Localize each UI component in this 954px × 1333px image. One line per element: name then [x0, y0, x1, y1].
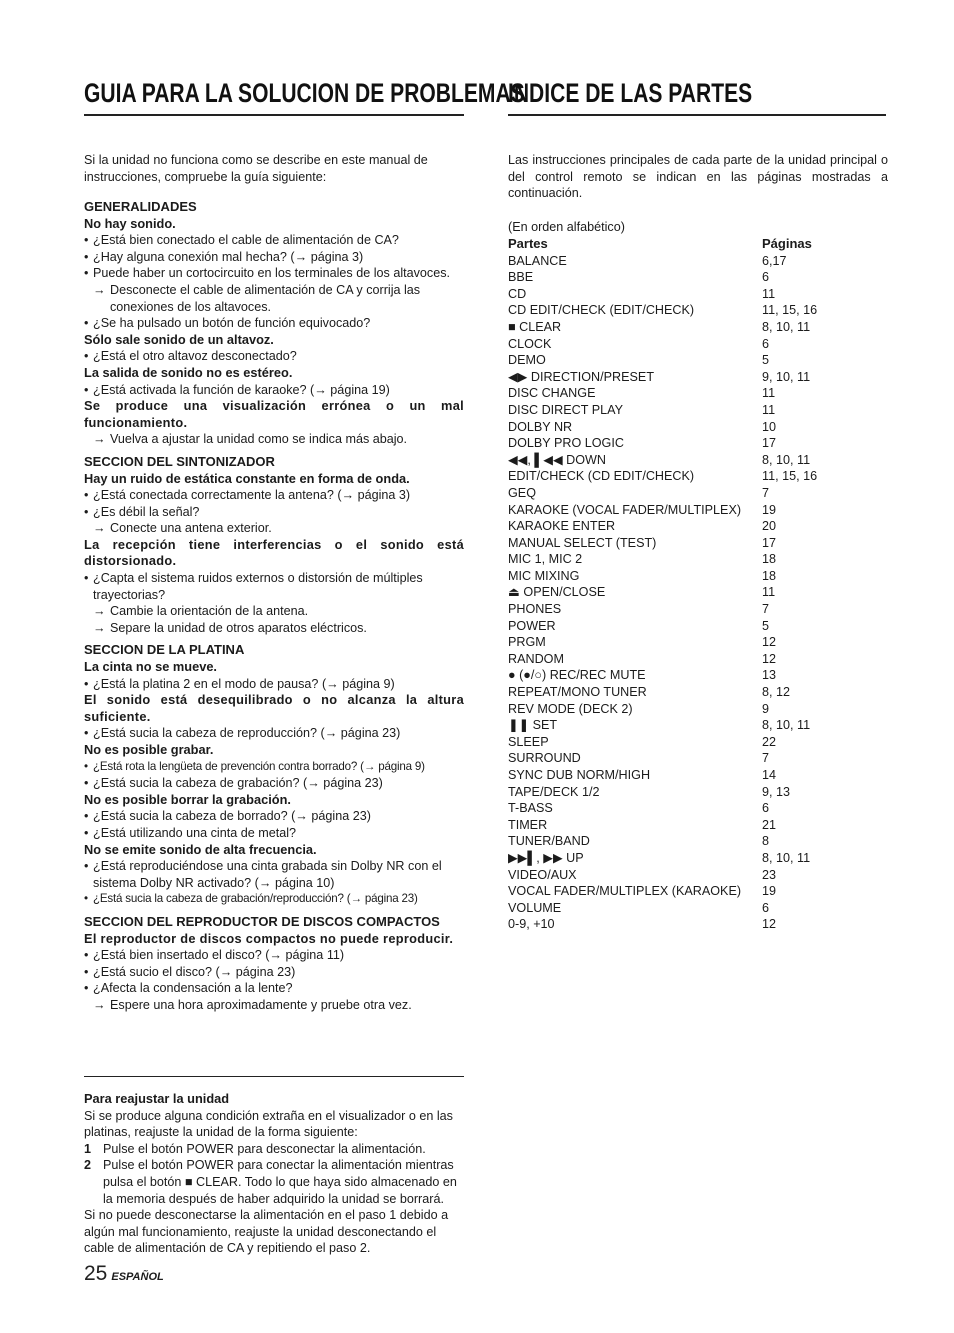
check-item-text: ¿Está sucio el disco? (→ página 23) [93, 964, 296, 979]
part-name: SURROUND [508, 751, 581, 766]
remedy-item-text: Conecte una antena exterior. [110, 521, 272, 536]
part-name: ■ CLEAR [508, 319, 562, 334]
check-item-text: ¿Está la platina 2 en el modo de pausa? (→ página 9) [93, 676, 395, 691]
part-pages: 6 [762, 900, 770, 915]
trouble-section [84, 914, 464, 1014]
parts-table-header [508, 236, 888, 253]
part-name: TIMER [508, 817, 548, 832]
remedy-item [84, 997, 464, 1014]
check-item [84, 808, 464, 825]
part-pages: 20 [762, 519, 777, 534]
part-pages: 8, 10, 11 [762, 850, 811, 865]
section-title: SECCION DE LA PLATINA [84, 642, 245, 658]
check-item [84, 825, 464, 842]
part-name: ▶▶▌, ▶▶ UP [508, 850, 584, 865]
part-pages: 11, 15, 16 [762, 303, 818, 318]
step-text: Pulse el botón POWER para desconectar la alimentación. [103, 1141, 426, 1156]
check-item [84, 232, 464, 249]
part-name: DOLBY PRO LOGIC [508, 436, 624, 451]
part-pages: 7 [762, 751, 770, 766]
bullet-icon: • [84, 349, 89, 364]
part-name: GEQ [508, 485, 536, 500]
parts-row [508, 369, 888, 386]
trouble-section [84, 454, 464, 637]
part-name: KARAOKE (VOCAL FADER/MULTIPLEX) [508, 502, 742, 517]
bullet-icon: • [84, 488, 89, 503]
section-title: GENERALIDADES [84, 199, 197, 214]
parts-row [508, 253, 888, 270]
part-pages: 8, 10, 11 [762, 319, 811, 334]
arrow-icon: → [93, 620, 106, 635]
trouble-section [84, 642, 464, 908]
bullet-icon: • [84, 266, 89, 281]
bullet-icon: • [84, 759, 88, 773]
step-number: 1 [84, 1141, 92, 1156]
part-name: PRGM [508, 635, 546, 650]
check-item [84, 249, 464, 266]
check-item-text: ¿Afecta la condensación a la lente? [93, 981, 293, 996]
parts-row [508, 800, 888, 817]
troubleshooting-intro: Si la unidad no funciona como se describe en este manual de instrucciones, compruebe la guía siguiente: [84, 153, 428, 184]
part-pages: 22 [762, 734, 777, 749]
reset-instructions [84, 1091, 464, 1257]
remedy-item-text: Desconecte el cable de alimentación de CA y corrija las conexiones de los altavoces. [110, 282, 421, 314]
part-pages: 12 [762, 917, 777, 932]
parts-row [508, 618, 888, 635]
step-number: 2 [84, 1158, 92, 1173]
step-text: Pulse el botón POWER para conectar la alimentación mientras pulsa el botón ■ CLEAR. Todo lo que haya sido almacenado en la memoria después de haber adquirido la unidad se borrará. [103, 1158, 457, 1206]
reset-steps [84, 1141, 464, 1207]
check-item [84, 570, 464, 603]
part-name: ● (●/○) REC/REC MUTE [508, 668, 646, 683]
check-item-text: ¿Está sucia la cabeza de grabación? (→ página 23) [93, 776, 383, 791]
part-pages: 11 [762, 386, 776, 401]
check-item [84, 775, 464, 792]
part-pages: 9 [762, 701, 770, 716]
parts-row [508, 717, 888, 734]
part-name: REPEAT/MONO TUNER [508, 685, 647, 700]
part-pages: 6 [762, 270, 770, 285]
arrow-icon: → [93, 604, 106, 619]
bullet-icon: • [84, 776, 89, 791]
part-name: DISC CHANGE [508, 386, 596, 401]
section-title: SECCION DEL SINTONIZADOR [84, 453, 275, 469]
parts-index-intro: Las instrucciones principales de cada parte de la unidad principal o del control remoto se indican en las páginas mostradas a continuación. [508, 153, 888, 201]
part-name: TAPE/DECK 1/2 [508, 784, 600, 799]
remedy-item [84, 282, 464, 315]
parts-row [508, 286, 888, 303]
part-name: SYNC DUB NORM/HIGH [508, 768, 651, 782]
parts-row [508, 269, 888, 286]
part-pages: 11 [762, 286, 776, 301]
parts-row [508, 502, 888, 519]
parts-rows [508, 253, 888, 933]
troubleshooting-heading: GUIA PARA LA SOLUCION DE PROBLEMAS [84, 78, 525, 108]
section-title: SECCION DEL REPRODUCTOR DE DISCOS COMPACTOS [84, 913, 440, 929]
remedy-item [84, 603, 464, 620]
parts-row [508, 518, 888, 535]
check-item-text: ¿Está conectada correctamente la antena? (→ página 3) [93, 488, 411, 503]
bullet-icon: • [84, 892, 88, 906]
parts-row [508, 651, 888, 668]
bullet-icon: • [84, 726, 89, 741]
bullet-icon: • [84, 964, 89, 979]
bullet-icon: • [84, 233, 89, 248]
part-pages: 19 [762, 884, 777, 899]
parts-row [508, 402, 888, 419]
part-pages: 18 [762, 552, 777, 567]
remedy-item [84, 520, 464, 537]
part-name: CLOCK [508, 336, 552, 351]
part-name: MANUAL SELECT (TEST) [508, 535, 657, 550]
part-name: POWER [508, 618, 556, 633]
arrow-icon: → [93, 282, 106, 297]
part-pages: 10 [762, 419, 777, 434]
part-pages: 17 [762, 436, 777, 451]
parts-row [508, 419, 888, 436]
parts-row [508, 750, 888, 767]
part-pages: 12 [762, 635, 777, 650]
check-item-text: ¿Está sucia la cabeza de reproducción? (→ página 23) [93, 726, 401, 741]
parts-row [508, 767, 888, 784]
part-name: ◀◀, ▌◀◀ DOWN [508, 452, 607, 467]
part-pages: 12 [762, 651, 777, 666]
bullet-icon: • [84, 676, 89, 691]
arrow-icon: → [93, 432, 106, 447]
reset-outro: Si no puede desconectarse la alimentación en el paso 1 debido a algún mal funcionamiento, reajuste la unidad desconectando el cable de alimentación de CA y repitiendo el paso 2. [84, 1208, 449, 1256]
page-number: 25 [84, 1262, 108, 1285]
check-item [84, 725, 464, 742]
problem-title: Sólo sale sonido de un altavoz. [84, 331, 274, 347]
part-pages: 21 [762, 817, 777, 832]
parts-row [508, 485, 888, 502]
check-item-text: ¿Está sucia la cabeza de grabación/reproducción? (→ página 23) [93, 892, 418, 906]
parts-row [508, 684, 888, 701]
trouble-section [84, 199, 464, 448]
part-pages: 5 [762, 353, 770, 368]
problem-title: El reproductor de discos compactos no puede reproducir. [84, 930, 454, 946]
bullet-icon: • [84, 809, 89, 824]
parts-row [508, 435, 888, 452]
reset-title: Para reajustar la unidad [84, 1091, 230, 1106]
problem-title: La cinta no se mueve. [84, 659, 217, 675]
bullet-icon: • [84, 249, 89, 264]
parts-row [508, 568, 888, 585]
bullet-icon: • [84, 571, 89, 586]
problem-title: La recepción tiene interferencias o el sonido está distorsionado. [84, 536, 464, 569]
pages-column-header: Páginas [762, 236, 812, 251]
problem-title: No es posible borrar la grabación. [84, 791, 291, 807]
parts-row [508, 883, 888, 900]
check-item-text: ¿Está sucia la cabeza de borrado? (→ página 23) [93, 809, 371, 824]
alphabetical-note: (En orden alfabético) [508, 220, 625, 234]
part-pages: 8 [762, 834, 770, 849]
parts-row [508, 701, 888, 718]
remedy-item [84, 431, 464, 448]
part-name: MIC 1, MIC 2 [508, 552, 583, 567]
part-pages: 7 [762, 485, 770, 500]
part-name: DEMO [508, 353, 546, 368]
parts-row [508, 667, 888, 684]
bullet-icon: • [84, 316, 89, 331]
parts-row [508, 336, 888, 353]
part-pages: 9, 13 [762, 784, 791, 799]
parts-index-heading-rule [508, 114, 886, 116]
part-pages: 14 [762, 768, 777, 782]
parts-row [508, 916, 888, 933]
check-item [84, 382, 464, 399]
part-name: DOLBY NR [508, 419, 573, 434]
check-item-text: ¿Hay alguna conexión mal hecha? (→ página 3) [93, 249, 364, 264]
part-name: ◀▶ DIRECTION/PRESET [508, 369, 655, 384]
check-item [84, 964, 464, 981]
part-name: REV MODE (DECK 2) [508, 701, 633, 716]
bullet-icon: • [84, 981, 89, 996]
part-name: 0-9, +10 [508, 917, 555, 932]
part-pages: 11 [762, 402, 776, 417]
parts-row [508, 352, 888, 369]
part-pages: 7 [762, 602, 770, 617]
parts-row [508, 385, 888, 402]
part-name: TUNER/BAND [508, 834, 590, 849]
part-name: EDIT/CHECK (CD EDIT/CHECK) [508, 469, 695, 484]
reset-step [84, 1141, 464, 1158]
part-name: ❚❚ SET [508, 718, 558, 733]
part-pages: 6 [762, 336, 770, 351]
part-name: BBE [508, 270, 534, 285]
check-item [84, 265, 464, 282]
part-name: VIDEO/AUX [508, 867, 577, 882]
part-name: PHONES [508, 602, 562, 617]
remedy-item-text: Separe la unidad de otros aparatos eléctricos. [110, 620, 367, 635]
part-name: VOLUME [508, 900, 562, 915]
problem-title: No se emite sonido de alta frecuencia. [84, 841, 317, 857]
bullet-icon: • [84, 382, 89, 397]
parts-index-heading: INDICE DE LAS PARTES [508, 78, 753, 108]
part-name: KARAOKE ENTER [508, 519, 616, 534]
problem-title: No hay sonido. [84, 215, 176, 231]
parts-row [508, 319, 888, 336]
part-name: T-BASS [508, 801, 553, 816]
part-pages: 11, 15, 16 [762, 469, 818, 484]
bullet-icon: • [84, 504, 89, 519]
problem-title: No es posible grabar. [84, 742, 214, 757]
check-item-text: ¿Está el otro altavoz desconectado? [93, 349, 297, 364]
part-name: VOCAL FADER/MULTIPLEX (KARAOKE) [508, 884, 742, 899]
check-item [84, 947, 464, 964]
check-item-text: ¿Es débil la señal? [93, 504, 200, 519]
parts-row [508, 302, 888, 319]
check-item-text: Puede haber un cortocircuito en los terminales de los altavoces. [93, 266, 451, 281]
part-name: MIC MIXING [508, 568, 580, 583]
parts-row [508, 601, 888, 618]
parts-row [508, 734, 888, 751]
part-pages: 8, 12 [762, 685, 791, 700]
parts-table [508, 236, 888, 933]
problem-title: Hay un ruido de estática constante en forma de onda. [84, 470, 410, 486]
part-pages: 8, 10, 11 [762, 452, 811, 467]
part-name: RANDOM [508, 651, 564, 666]
part-pages: 9, 10, 11 [762, 369, 811, 384]
part-pages: 5 [762, 618, 770, 633]
language-label: ESPAÑOL [111, 1271, 164, 1283]
part-name: ⏏ OPEN/CLOSE [508, 585, 606, 600]
reset-intro: Si se produce alguna condición extraña en el visualizador o en las platinas, reajuste la unidad de la forma siguiente: [84, 1108, 453, 1140]
check-item-text: ¿Capta el sistema ruidos externos o distorsión de múltiples trayectorias? [93, 571, 423, 602]
remedy-item-text: Espere una hora aproximadamente y pruebe otra vez. [110, 997, 412, 1012]
check-item [84, 487, 464, 504]
troubleshooting-heading-rule [84, 114, 464, 116]
problem-title: Se produce una visualización errónea o un mal funcionamiento. [84, 398, 464, 430]
check-item [84, 676, 464, 693]
check-item [84, 348, 464, 365]
check-item [84, 858, 464, 891]
part-name: DISC DIRECT PLAY [508, 402, 624, 417]
part-pages: 11 [762, 585, 776, 600]
page-footer [84, 1262, 164, 1286]
check-item-text: ¿Está rota la lengüeta de prevención contra borrado? (→ página 9) [93, 759, 425, 773]
section-divider [84, 1076, 464, 1077]
part-pages: 8, 10, 11 [762, 718, 811, 733]
bullet-icon: • [84, 859, 89, 874]
parts-row [508, 817, 888, 834]
remedy-item-text: Cambie la orientación de la antena. [110, 604, 309, 619]
check-item-text: ¿Está reproduciéndose una cinta grabada sin Dolby NR con el sistema Dolby NR activado? (→ página 10) [93, 859, 442, 890]
part-name: BALANCE [508, 253, 567, 268]
parts-row [508, 900, 888, 917]
parts-row [508, 634, 888, 651]
check-item-text: ¿Está bien insertado el disco? (→ página 11) [93, 948, 345, 963]
part-pages: 17 [762, 535, 777, 550]
problem-title: El sonido está desequilibrado o no alcanza la altura suficiente. [84, 692, 464, 724]
parts-row [508, 551, 888, 568]
problem-title: La salida de sonido no es estéreo. [84, 364, 293, 380]
arrow-icon: → [93, 521, 106, 536]
parts-row [508, 784, 888, 801]
part-pages: 18 [762, 568, 777, 583]
parts-row [508, 452, 888, 469]
remedy-item [84, 620, 464, 637]
reset-step [84, 1157, 464, 1207]
parts-row [508, 584, 888, 601]
check-item-text: ¿Está bien conectado el cable de alimentación de CA? [93, 233, 399, 248]
part-pages: 23 [762, 867, 777, 882]
parts-row [508, 468, 888, 485]
check-item [84, 315, 464, 332]
bullet-icon: • [84, 825, 89, 840]
part-pages: 19 [762, 502, 777, 517]
check-item-text: ¿Está utilizando una cinta de metal? [93, 825, 297, 840]
check-item [84, 980, 464, 997]
check-item-text: ¿Está activada la función de karaoke? (→ página 19) [93, 382, 390, 397]
arrow-icon: → [93, 997, 106, 1012]
remedy-item-text: Vuelva a ajustar la unidad como se indica más abajo. [110, 432, 408, 447]
parts-column-header: Partes [508, 236, 548, 251]
parts-row [508, 833, 888, 850]
check-item [84, 891, 464, 908]
part-pages: 13 [762, 668, 777, 683]
part-name: SLEEP [508, 734, 549, 749]
parts-row [508, 850, 888, 867]
check-item [84, 759, 464, 776]
bullet-icon: • [84, 948, 89, 963]
parts-row [508, 535, 888, 552]
part-pages: 6 [762, 801, 770, 816]
check-item [84, 504, 464, 521]
part-pages: 6,17 [762, 253, 787, 268]
part-name: CD [508, 286, 527, 301]
parts-row [508, 867, 888, 884]
troubleshooting-sections [84, 199, 464, 1020]
part-name: CD EDIT/CHECK (EDIT/CHECK) [508, 303, 695, 318]
check-item-text: ¿Se ha pulsado un botón de función equivocado? [93, 316, 371, 331]
